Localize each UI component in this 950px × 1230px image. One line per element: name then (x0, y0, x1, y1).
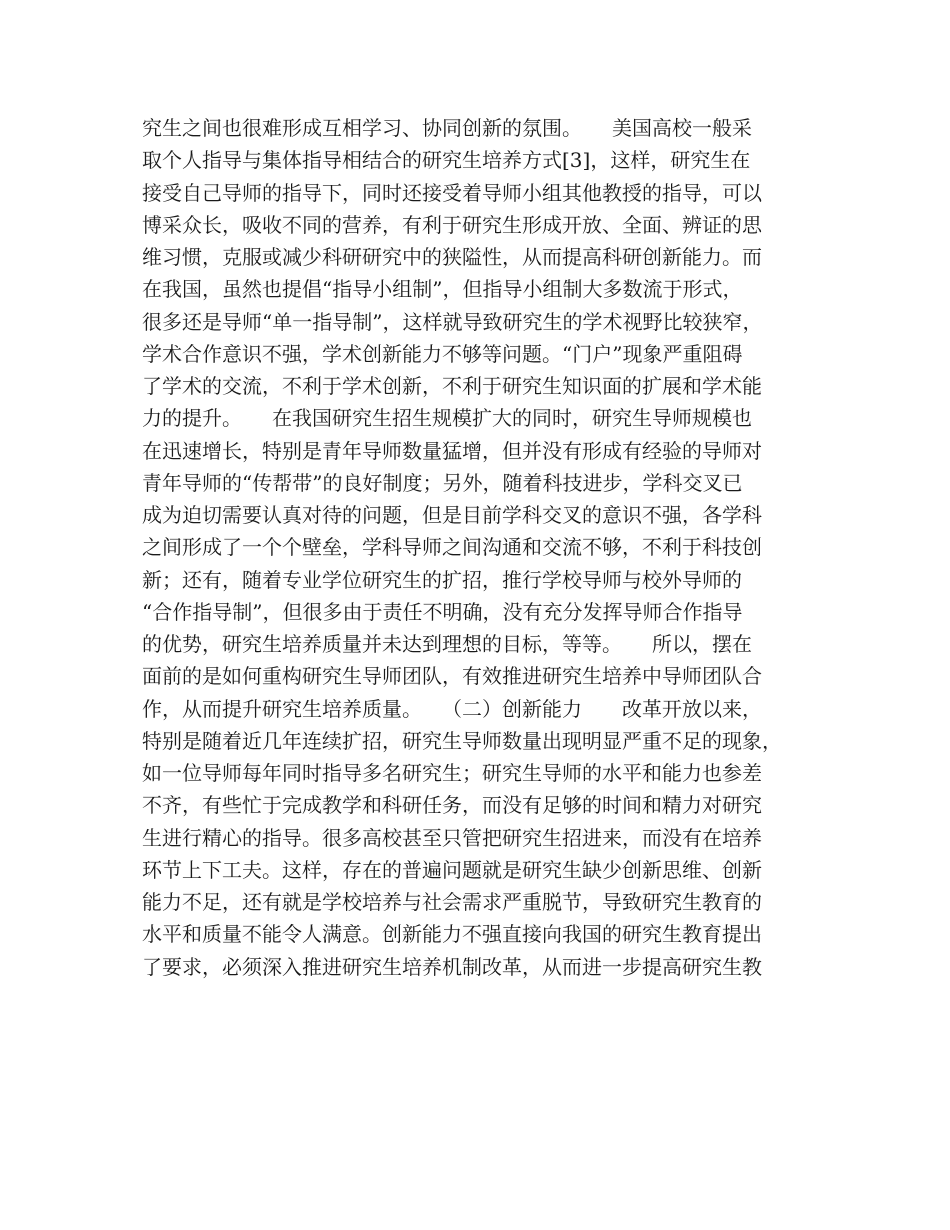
text-line-13: 成为迫切需要认真对待的问题，但是目前学科交叉的意识不强，各学科 (142, 503, 762, 527)
text-line-2: 取个人指导与集体指导相结合的研究生培养方式[3]，这样，研究生在 (142, 148, 751, 173)
text-line-25: 能力不足，还有就是学校培养与社会需求严重脱节，导致研究生教育的 (142, 890, 762, 914)
text-line-21: 如一位导师每年同时指导多名研究生；研究生导师的水平和能力也参差 (142, 761, 762, 785)
text-line-11: 在迅速增长，特别是青年导师数量猛增，但并没有形成有经验的导师对 (142, 438, 762, 463)
text-line-16: “合作指导制”，但很多由于责任不明确，没有充分发挥导师合作指导 (142, 599, 743, 624)
body-text (142, 112, 832, 983)
text-line-8: 学术合作意识不强，学术创新能力不够等问题。“门户”现象严重阻碍 (142, 341, 743, 366)
text-line-10: 力的提升。 在我国研究生招生规模扩大的同时，研究生导师规模也 (142, 406, 752, 431)
text-line-27: 了要求，必须深入推进研究生培养机制改革，从而进一步提高研究生教 (142, 954, 762, 979)
text-line-18: 面前的是如何重构研究生导师团队，有效推进研究生培养中导师团队合 (142, 664, 762, 689)
text-line-22: 不齐，有些忙于完成教学和科研任务，而没有足够的时间和精力对研究 (142, 793, 762, 818)
text-line-6: 在我国，虽然也提倡“指导小组制”，但指导小组制大多数流于形式， (142, 277, 743, 302)
text-line-15: 新；还有，随着专业学位研究生的扩招，推行学校导师与校外导师的 (142, 567, 742, 592)
text-line-23: 生进行精心的指导。很多高校甚至只管把研究生招进来，而没有在培养 (142, 825, 762, 850)
text-line-5: 维习惯，克服或减少科研研究中的狭隘性，从而提高科研创新能力。而 (142, 245, 762, 269)
text-line-1: 究生之间也很难形成互相学习、协同创新的氛围。 美国高校一般采 (142, 116, 752, 140)
text-line-17: 的优势，研究生培养质量并未达到理想的目标，等等。 所以，摆在 (142, 632, 752, 656)
text-line-9: 了学术的交流，不利于学术创新，不利于研究生知识面的扩展和学术能 (142, 374, 762, 398)
text-line-20: 特别是随着近几年连续扩招，研究生导师数量出现明显严重不足的现象， (142, 728, 782, 753)
text-line-3: 接受自己导师的指导下，同时还接受着导师小组其他教授的指导，可以 (142, 180, 762, 205)
text-line-24: 环节上下工夫。这样，存在的普遍问题就是研究生缺少创新思维、创新 (142, 857, 762, 882)
text-line-4: 博采众长，吸收不同的营养，有利于研究生形成开放、全面、辨证的思 (142, 212, 762, 237)
text-line-12: 青年导师的“传帮带”的良好制度；另外，随着科技进步，学科交叉已 (142, 470, 743, 495)
text-line-26: 水平和质量不能令人满意。创新能力不强直接向我国的研究生教育提出 (142, 922, 762, 947)
text-line-14: 之间形成了一个个壁垒，学科导师之间沟通和交流不够，不利于科技创 (142, 535, 762, 560)
text-line-7: 很多还是导师“单一指导制”，这样就导致研究生的学术视野比较狭窄， (142, 309, 763, 334)
text-line-19: 作，从而提升研究生培养质量。 （二）创新能力 改革开放以来， (142, 696, 762, 721)
